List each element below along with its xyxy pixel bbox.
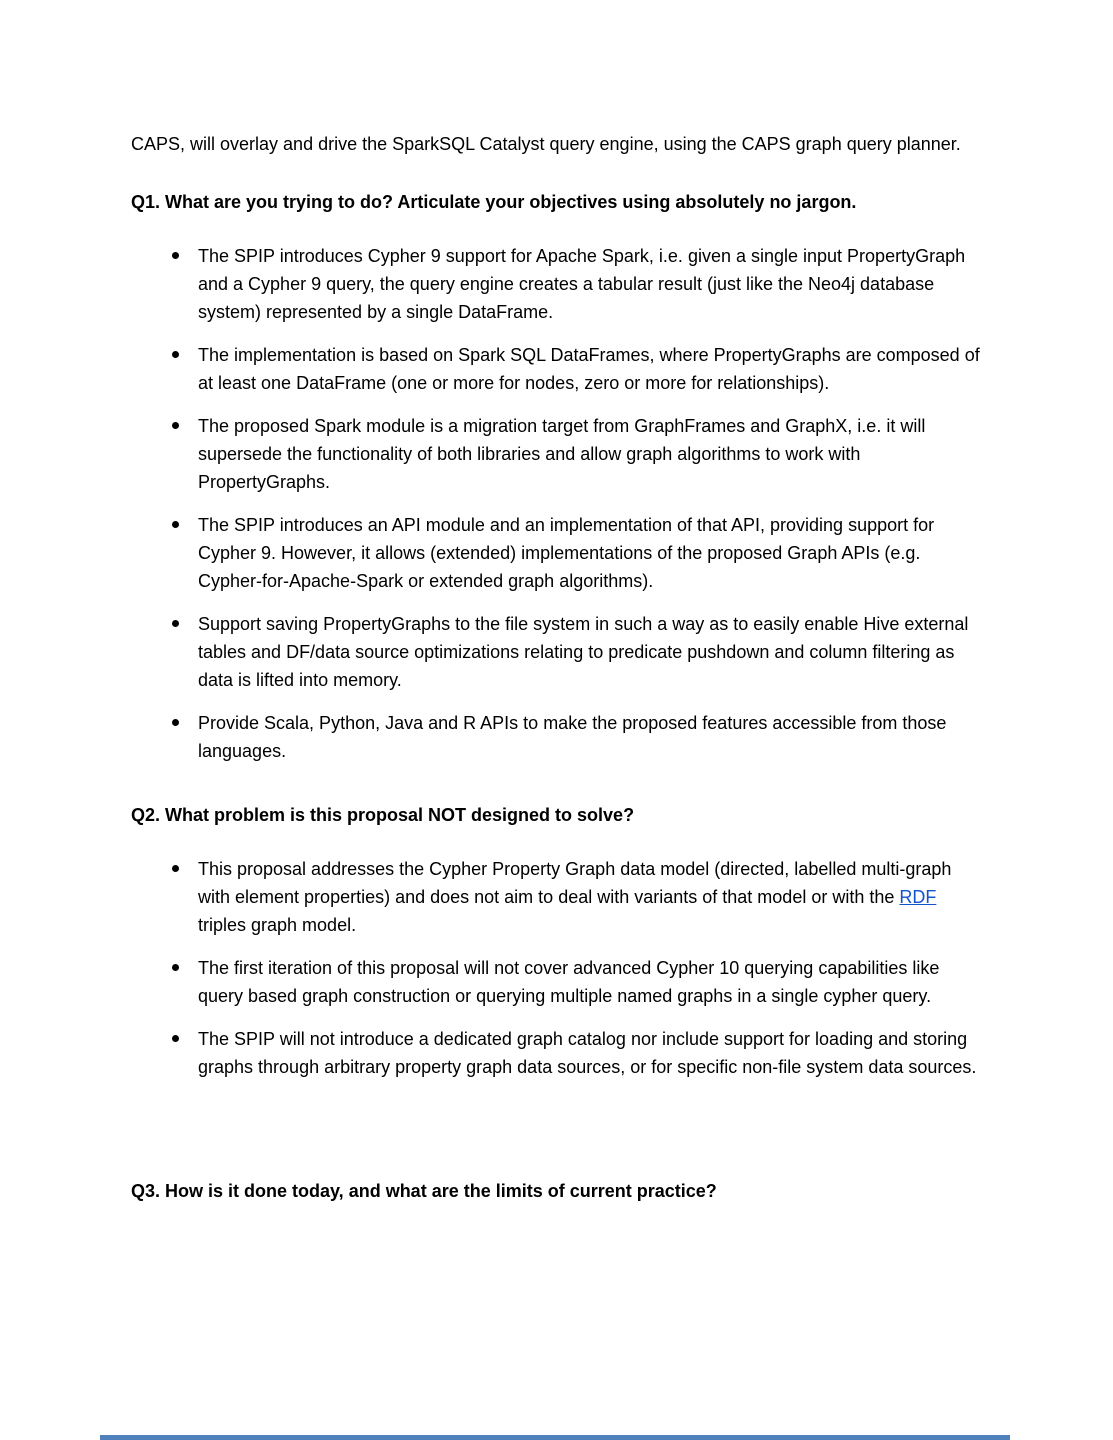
list-item: The SPIP will not introduce a dedicated graph catalog nor include support for loading and storing graphs through arbitrary property graph data sources, or for specific non-file system data sources. bbox=[170, 1025, 980, 1081]
list-item: The SPIP introduces an API module and an implementation of that API, providing support for Cypher 9. However, it allows (extended) implementations of the proposed Graph APIs (e.g. Cypher-for-Apache-Spark or extended graph algorithms). bbox=[170, 511, 980, 595]
list-item: Support saving PropertyGraphs to the file system in such a way as to easily enable Hive external tables and DF/data source optimizations relating to predicate pushdown and column filtering as data is lifted into memory. bbox=[170, 610, 980, 694]
list-item: Provide Scala, Python, Java and R APIs to make the proposed features accessible from those languages. bbox=[170, 709, 980, 765]
rdf-link[interactable]: RDF bbox=[899, 887, 937, 907]
list-item-text-after-link: triples graph model. bbox=[198, 915, 357, 935]
heading-q2: Q2. What problem is this proposal NOT designed to solve? bbox=[131, 805, 635, 825]
intro-paragraph: CAPS, will overlay and drive the SparkSQL Catalyst query engine, using the CAPS graph query planner. bbox=[131, 134, 961, 154]
list-item: The implementation is based on Spark SQL DataFrames, where PropertyGraphs are composed of at least one DataFrame (one or more for nodes, zero or more for relationships). bbox=[170, 341, 980, 397]
heading-q3: Q3. How is it done today, and what are the limits of current practice? bbox=[131, 1181, 717, 1201]
heading-q1: Q1. What are you trying to do? Articulate your objectives using absolutely no jargon. bbox=[131, 192, 857, 212]
bullet-list-q2 bbox=[131, 855, 980, 1081]
list-item: The first iteration of this proposal will not cover advanced Cypher 10 querying capabilities like query based graph construction or querying multiple named graphs in a single cypher query. bbox=[170, 954, 980, 1010]
list-item bbox=[170, 855, 980, 939]
list-item-text-before-link: This proposal addresses the Cypher Property Graph data model (directed, labelled multi-graph with element properties) and does not aim to deal with variants of that model or with the bbox=[198, 859, 952, 907]
bullet-list-q1 bbox=[131, 242, 980, 765]
list-item: The proposed Spark module is a migration target from GraphFrames and GraphX, i.e. it will supersede the functionality of both libraries and allow graph algorithms to work with PropertyGraphs. bbox=[170, 412, 980, 496]
list-item: The SPIP introduces Cypher 9 support for Apache Spark, i.e. given a single input PropertyGraph and a Cypher 9 query, the query engine creates a tabular result (just like the Neo4j database system) represented by a single DataFrame. bbox=[170, 242, 980, 326]
clipped-image-top-edge bbox=[100, 1435, 1010, 1440]
